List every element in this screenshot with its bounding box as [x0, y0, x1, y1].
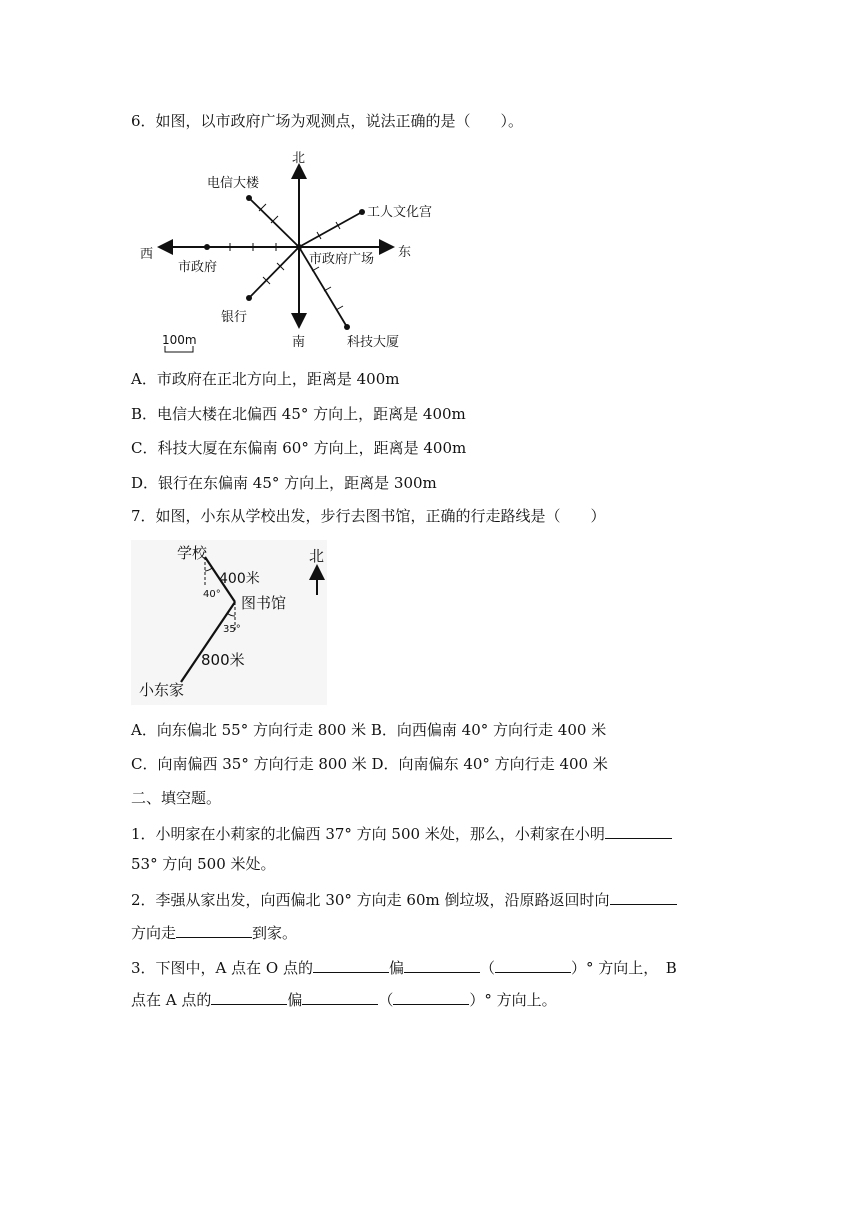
fill-q3-text-3: （ [480, 959, 496, 977]
distance-1-label: 400米 [219, 571, 260, 587]
q6-option-a: A．市政府在正北方向上，距离是 400m [131, 370, 400, 388]
scale-label: 100m [162, 333, 197, 347]
square-label: 市政府广场 [309, 252, 375, 267]
q7-route-figure [131, 540, 361, 705]
answer-blank[interactable] [610, 888, 677, 905]
cityhall-label: 市政府 [178, 260, 218, 275]
q7-options-line-2: C．向南偏西 35° 方向行走 800 米 D．向南偏东 40° 方向行走 400 米 [131, 755, 608, 773]
q6-direction-figure [135, 145, 435, 357]
school-label: 学校 [177, 544, 208, 562]
telecom-label: 电信大楼 [207, 176, 260, 191]
q6-stem: 6．如图，以市政府广场为观测点，说法正确的是（ ）。 [131, 112, 524, 130]
fill-q2-line-1 [131, 888, 677, 911]
fill-q1-text: 1．小明家在小莉家的北偏西 37° 方向 500 米处，那么，小莉家在小明 [131, 825, 605, 843]
fill-q1-line-2: 53° 方向 500 米处。 [131, 855, 276, 873]
cityhall-point [204, 244, 210, 250]
answer-blank[interactable] [393, 988, 469, 1005]
angle-2-label: 35° [223, 624, 241, 635]
west-label: 西 [140, 247, 154, 262]
east-label: 东 [398, 245, 412, 260]
distance-2-label: 800米 [201, 651, 245, 669]
palace-point [359, 209, 365, 215]
tech-label: 科技大厦 [347, 335, 400, 350]
fill-q3-text-7: （ [378, 991, 394, 1009]
answer-blank[interactable] [404, 956, 480, 973]
q7-options-line-1: A．向东偏北 55° 方向行走 800 米 B．向西偏南 40° 方向行走 400 米 [131, 721, 607, 739]
bank-point [246, 295, 252, 301]
fill-q2-direction-text: 方向走 [131, 924, 177, 942]
fill-q3-line-1 [131, 956, 677, 979]
home-label: 小东家 [139, 681, 185, 699]
section-title: 二、填空题。 [131, 789, 222, 807]
library-label: 图书馆 [241, 594, 287, 612]
fill-q2-end-text: 到家。 [252, 924, 298, 942]
fill-q3-text-8: ）° 方向上。 [469, 991, 557, 1009]
telecom-point [246, 195, 252, 201]
library-home-path [181, 602, 235, 682]
q7-stem: 7．如图，小东从学校出发，步行去图书馆，正确的行走路线是（ ） [131, 507, 606, 525]
answer-blank[interactable] [495, 956, 571, 973]
fill-q3-text-5: 点在 A 点的 [131, 991, 212, 1009]
fill-q3-text-1: 3．下图中，A 点在 O 点的 [131, 959, 313, 977]
angle-1-label: 40° [203, 589, 221, 600]
q6-option-c: C．科技大厦在东偏南 60° 方向上，距离是 400m [131, 439, 467, 457]
square-point [296, 244, 302, 250]
north-label: 北 [292, 151, 306, 166]
fill-q3-text-4: ）° 方向上， B [571, 959, 677, 977]
fill-q3-text-2: 偏 [388, 959, 404, 977]
north-label-2: 北 [309, 547, 325, 565]
q6-option-b: B．电信大楼在北偏西 45° 方向上，距离是 400m [131, 405, 466, 423]
fill-q2-line-2 [131, 921, 297, 944]
answer-blank[interactable] [313, 956, 389, 973]
palace-label: 工人文化宫 [367, 205, 433, 220]
south-label: 南 [292, 335, 306, 350]
tech-point [344, 324, 350, 330]
answer-blank[interactable] [302, 988, 378, 1005]
fill-q3-line-2 [131, 988, 557, 1011]
fill-q2-text: 2．李强从家出发，向西偏北 30° 方向走 60m 倒垃圾，沿原路返回时向 [131, 891, 610, 909]
fill-q3-text-6: 偏 [287, 991, 303, 1009]
bank-label: 银行 [221, 310, 248, 325]
answer-blank[interactable] [176, 921, 252, 938]
answer-blank[interactable] [605, 822, 672, 839]
fill-q1-line-1 [131, 822, 672, 845]
q6-option-d: D．银行在东偏南 45° 方向上，距离是 300m [131, 474, 437, 492]
answer-blank[interactable] [211, 988, 287, 1005]
